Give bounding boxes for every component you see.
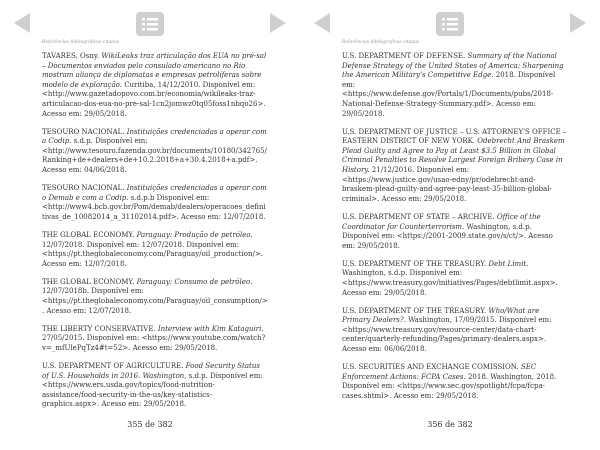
arrow-right-icon[interactable] (270, 13, 286, 33)
page-number: 355 de 382 (127, 420, 173, 429)
reference-title: Summary of the National Defense Strategy of the United States of America: Sharpening the American Military's Competitive Edge. (342, 52, 564, 80)
reference-title: Who/What are Primary Dealers?. (342, 306, 540, 325)
reference-text: TAVARES, Osny. (42, 52, 102, 60)
reference-title: Instituições credenciadas a operar com a Codip. (42, 127, 267, 146)
reference-title: WikiLeaks traz articulação dos EUA no pré-sal – Documentos enviados pelo consulado americano no Rio mostram aliança de diplomatas e empresas petrolíferas sobre modelo de exploração. (42, 52, 267, 89)
reference-text: THE GLOBAL ECONOMY. (42, 277, 137, 286)
reference-entry (342, 213, 568, 251)
reference-text: 12/07/2018b. Disponível em: <https://pt.theglobaleconomy.com/Paraguay/oil_consumption/>. Acesso em: 12/07/2018. (42, 287, 268, 315)
reference-text: THE LIBERTY CONSERVATIVE. (42, 324, 158, 333)
menu-icon[interactable] (136, 12, 164, 36)
reference-title: Paraguay: Consumo de petróleo. (136, 277, 253, 286)
reference-entry (342, 307, 568, 355)
reference-text: 21/12/2016. Disponível em: <https://www.justice.gov/usao-edny/pr/odebrecht-and-braskem-plead-guilty-and-agree-pay-least-35-billion-global-criminal>. Acesso em: 29/05/2018. (342, 166, 552, 203)
reference-title: SEC Enforcement Actions: FCPA Cases. (342, 363, 537, 381)
reference-text: U.S. DEPARTMENT OF THE TREASURY. (342, 259, 489, 268)
reference-text: U.S. DEPARTMENT OF STATE – ARCHIVE. (342, 212, 497, 221)
reference-text: s.d.p. Disponível em: <http://www.tesouro.fazenda.gov.br/documents/10180/342765/Ranking+de+dealers+de+10.2.2018+a+30.4.2018+a.pdf>. Acesso em: 04/06/2018. (42, 137, 267, 175)
running-head: Referências bibliográficas citadas (342, 40, 420, 45)
reference-text: U.S. DEPARTMENT OF AGRICULTURE. (42, 362, 186, 371)
reference-entry (42, 362, 268, 410)
running-head: Referências bibliográficas citadas (42, 40, 120, 45)
arrow-left-icon[interactable] (14, 13, 30, 33)
right-page (300, 0, 600, 450)
reference-list (42, 52, 268, 419)
reference-text: TESOURO NACIONAL. (42, 127, 127, 136)
reference-text: Washington, s.d.p. Disponível em: <https://2001-2009.state.gov/s/ct/>. Acesso em: 29/05/2018. (342, 222, 553, 250)
reference-title: Instituições credenciadas a operar com o Demab e com a Codip. (42, 184, 267, 202)
reference-entry (42, 231, 268, 269)
reference-entry (42, 325, 268, 354)
reference-list (342, 52, 568, 410)
reference-text: Washington, 17/09/2015. Disponível em: <https://www.treasury.gov/resource-center/data-chart-center/quarterly-refunding/Pages/primary-dealers.aspx>. Acesso em: 06/06/2018. (342, 316, 552, 354)
reference-title: Odebrecht And Braskem Plead Guilty and Agree to Pay at Least $3.5 Billion in Global Criminal Penalties to Resolve Largest Foreign Bribery Case in History. (342, 137, 565, 175)
reference-text: U.S. DEPARTMENT OF JUSTICE – U.S. ATTORNEY'S OFFICE – EASTERN DISTRICT OF NEW YORK. (342, 127, 567, 146)
reference-entry (42, 52, 268, 119)
reference-text: 27/05/2015. Disponível em: <https://www.youtube.com/watch?v=_mfUlePqTz4#t=52>. Acesso em: 29/05/2018. (42, 334, 266, 352)
reference-text: U.S. DEPARTMENT OF DEFENSE. (342, 52, 468, 60)
reference-title: Interview with Kim Kataguiri. (157, 324, 264, 333)
reference-text: U.S. DEPARTMENT OF THE TREASURY. (342, 306, 489, 315)
reference-text: 2018. Disponível em: <https://www.defense.gov/Portals/1/Documents/pubs/2018-National-Defense-Strategy-Summary.pdf>. Acesso em: 29/05/2018. (342, 71, 556, 118)
reference-text: TESOURO NACIONAL. (42, 184, 127, 193)
reference-text: Washington, s.d.p. Disponível em: <https://www.treasury.gov/initiatives/Pages/debtlimit.aspx>. Acesso em: 29/05/2018. (342, 269, 558, 297)
reference-text: 12/07/2018. Disponível em: 12/07/2018. Disponível em: <https://pt.theglobaleconomy.com/Paraguay/oil_production/>. Acesso em: 12/07/2018. (42, 240, 263, 268)
reference-text: s.d.p.b Disponível em: <http://www4.bcb.gov.br/Pom/demab/dealers/operacoes_definitivas_de_10082014_a_31102014.pdf>. Acesso em: 12/07/2018. (42, 193, 266, 221)
reference-title: Office of the Coordinator for Counterterrorism. (342, 212, 541, 231)
reference-text: U.S. SECURITIES AND EXCHANGE COMISSION. (342, 363, 521, 372)
page-number: 356 de 382 (427, 420, 473, 429)
reference-entry (342, 52, 568, 119)
reference-title: Food Security Status of U.S. Households in 2016. Washington, (42, 362, 260, 380)
reference-title: Debt Limit. (488, 259, 529, 268)
reference-text: 2018. Washington, 2018. Disponível em: <https://www.sec.gov/spotlight/fcpa/fcpa-cases.shtml>. Acesso em: 29/05/2018. (342, 372, 557, 400)
reference-entry (342, 128, 568, 205)
menu-icon[interactable] (436, 12, 464, 36)
reference-entry (342, 260, 568, 298)
right-page-nav (300, 12, 600, 36)
arrow-left-icon[interactable] (314, 13, 330, 33)
reference-entry (42, 128, 268, 176)
left-page-nav (0, 12, 300, 36)
reference-entry (42, 278, 268, 316)
reference-entry (42, 184, 268, 222)
reference-text: s.d.p. Disponível em: <https://www.ers.usda.gov/topics/food-nutrition-assistance/food-security-in-the-us/key-statistics-graphics.aspx>. Acesso em: 29/05/2018. (42, 371, 263, 409)
arrow-right-icon[interactable] (570, 13, 586, 33)
reference-title: Paraguay: Produção de petróleo. (136, 231, 253, 239)
reference-text: THE GLOBAL ECONOMY. (42, 231, 137, 239)
reference-entry (342, 363, 568, 401)
reference-text: Curitiba, 14/12/2010. Disponível em: <http://www.gazetadopovo.com.br/economia/wikileaks-traz-articulacao-dos-eua-no-pre-sal-1cn2jomwz0tq05foss1nbqo26>. Acesso em: 29/05/2018. (42, 80, 266, 118)
